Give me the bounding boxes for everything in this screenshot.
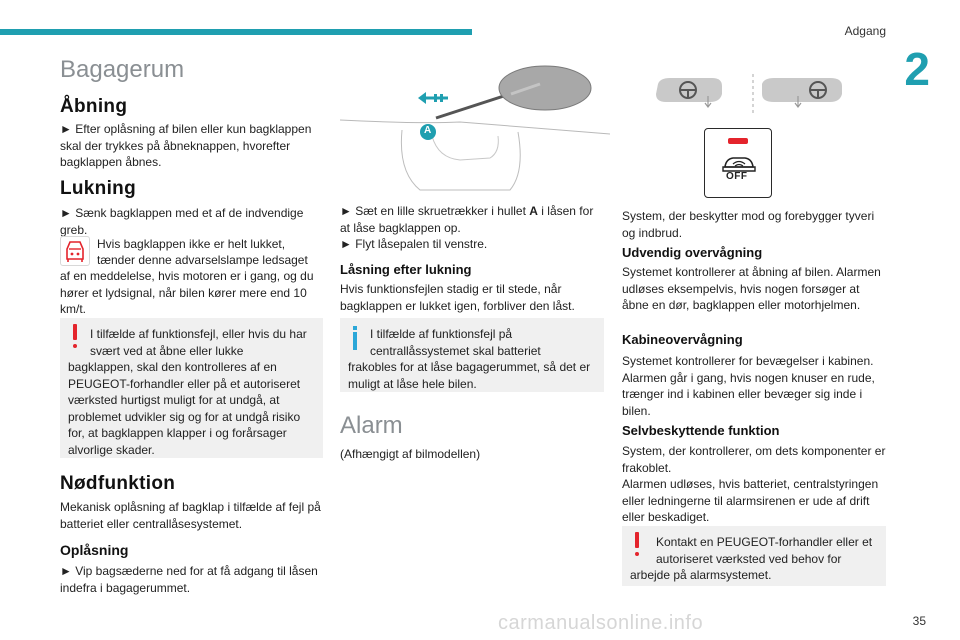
note-central-lock xyxy=(340,318,604,392)
alarm-location-illustration xyxy=(650,72,856,116)
note1-line-c: bagklappen, skal den kontrolleres af en PEUGEOT-forhandler eller på et autoriseret værksted hurtigst muligt for at undgå, at problemet udvikler sig og for at undgå risiko for, at bagklappen klapper i og forårsager alvorlige skader. xyxy=(68,360,301,457)
note3-line-a: Kontakt en PEUGEOT-forhandler eller et xyxy=(656,535,873,549)
note1-line-a: I tilfælde af funktionsfejl, eller hvis du har xyxy=(90,327,307,341)
watermark: carmanualsonline.info xyxy=(498,612,704,634)
button-off-label: OFF xyxy=(726,171,748,182)
text-self-a: System, der kontrollerer, om dets komponenter er frakoblet. xyxy=(622,444,886,475)
heading-closing: Lukning xyxy=(60,178,136,199)
note1-line-b: svært ved at åbne eller lukke xyxy=(90,343,244,358)
text-self-b: Alarmen udløses, hvis batteriet, centralstyringen eller ledningerne til alarmsirenen er ude af drift eller beskadiget. xyxy=(622,477,879,524)
warning-icon xyxy=(70,324,80,350)
heading-lock-after: Låsning efter lukning xyxy=(340,262,472,277)
text-alarm-intro: System, der beskytter mod og forebygger tyveri og indbrud. xyxy=(622,209,875,240)
text-emergency: Mekanisk oplåsning af bagklap i tilfælde af fejl på batteriet eller centrallåsesystemet. xyxy=(60,500,321,531)
heading-cabin: Kabineovervågning xyxy=(622,332,743,347)
note2-line-a: I tilfælde af funktionsfejl på xyxy=(370,327,513,341)
heading-unlock: Oplåsning xyxy=(60,542,129,558)
text-warning-line-a: Hvis bagklappen ikke er helt lukket, xyxy=(97,237,286,251)
text-closing: ► Sænk bagklappen med et af de indvendige greb. xyxy=(60,206,304,237)
heading-emergency: Nødfunktion xyxy=(60,473,176,494)
tailgate-lock-illustration xyxy=(340,62,610,198)
alarm-led-indicator xyxy=(728,138,748,144)
heading-exterior: Udvendig overvågning xyxy=(622,245,763,260)
chapter-number: 2 xyxy=(904,43,930,95)
figure-label-a: A xyxy=(424,125,432,136)
warning-icon xyxy=(632,532,642,558)
page-number: 35 xyxy=(912,614,926,628)
heading-self-protection: Selvbeskyttende funktion xyxy=(622,423,780,438)
note-alarm-service xyxy=(622,526,886,586)
note2-line-c: frakobles for at låse bagagerummet, så det er muligt at låse hele bilen. xyxy=(348,360,591,391)
note2-line-b: centrallåssystemet skal batteriet xyxy=(370,343,541,358)
section-title-bagagerum: Bagagerum xyxy=(60,56,185,83)
heading-opening: Åbning xyxy=(60,96,128,117)
header-accent-bar xyxy=(0,29,472,35)
text-exterior: Systemet kontrollerer at åbning af bilen. Alarmen udløses eksempelvis, hvis nogen forsøger at åbne en dør, bagklappen eller motorhjelmen. xyxy=(622,265,881,312)
running-head: Adgang xyxy=(844,24,886,38)
text-alarm-model: (Afhængigt af bilmodellen) xyxy=(340,447,481,461)
text-step2: ► Flyt låsepalen til venstre. xyxy=(340,237,488,251)
text-unlock: ► Vip bagsæderne ned for at få adgang til låsen indefra i bagagerummet. xyxy=(60,564,318,595)
alarm-off-button[interactable] xyxy=(704,128,772,198)
text-warning-line-c: af en meddelelse, hvis motoren er i gang, og du hører et lydsignal, når bilen kører mere end 10 km/t. xyxy=(60,269,314,316)
note3-line-b: autoriseret værksted ved behov for xyxy=(656,551,842,566)
text-step1: ► Sæt en lille skruetrækker i hullet A i låsen for at låse bagklappen op. xyxy=(340,204,594,235)
section-title-alarm: Alarm xyxy=(340,412,403,439)
note3-line-c: arbejde på alarmsystemet. xyxy=(630,568,772,582)
text-opening: ► Efter oplåsning af bilen eller kun bagklappen skal der trykkes på åbneknappen, hvorefter bagklappen åbnes. xyxy=(60,122,312,169)
text-lock-after: Hvis funktionsfejlen stadig er til stede, når bagklappen er lukket igen, forbliver den låst. xyxy=(340,282,575,313)
note-malfunction xyxy=(60,318,323,458)
info-icon xyxy=(350,326,360,352)
text-warning-line-b: tænder denne advarselslampe ledsaget xyxy=(97,253,308,267)
text-cabin: Systemet kontrollerer for bevægelser i kabinen. Alarmen går i gang, hvis nogen knuser en rude, trænger ind i kabinen eller bevæger sig inde i bilen. xyxy=(622,354,875,418)
tailgate-warning-lamp-icon xyxy=(60,236,90,266)
